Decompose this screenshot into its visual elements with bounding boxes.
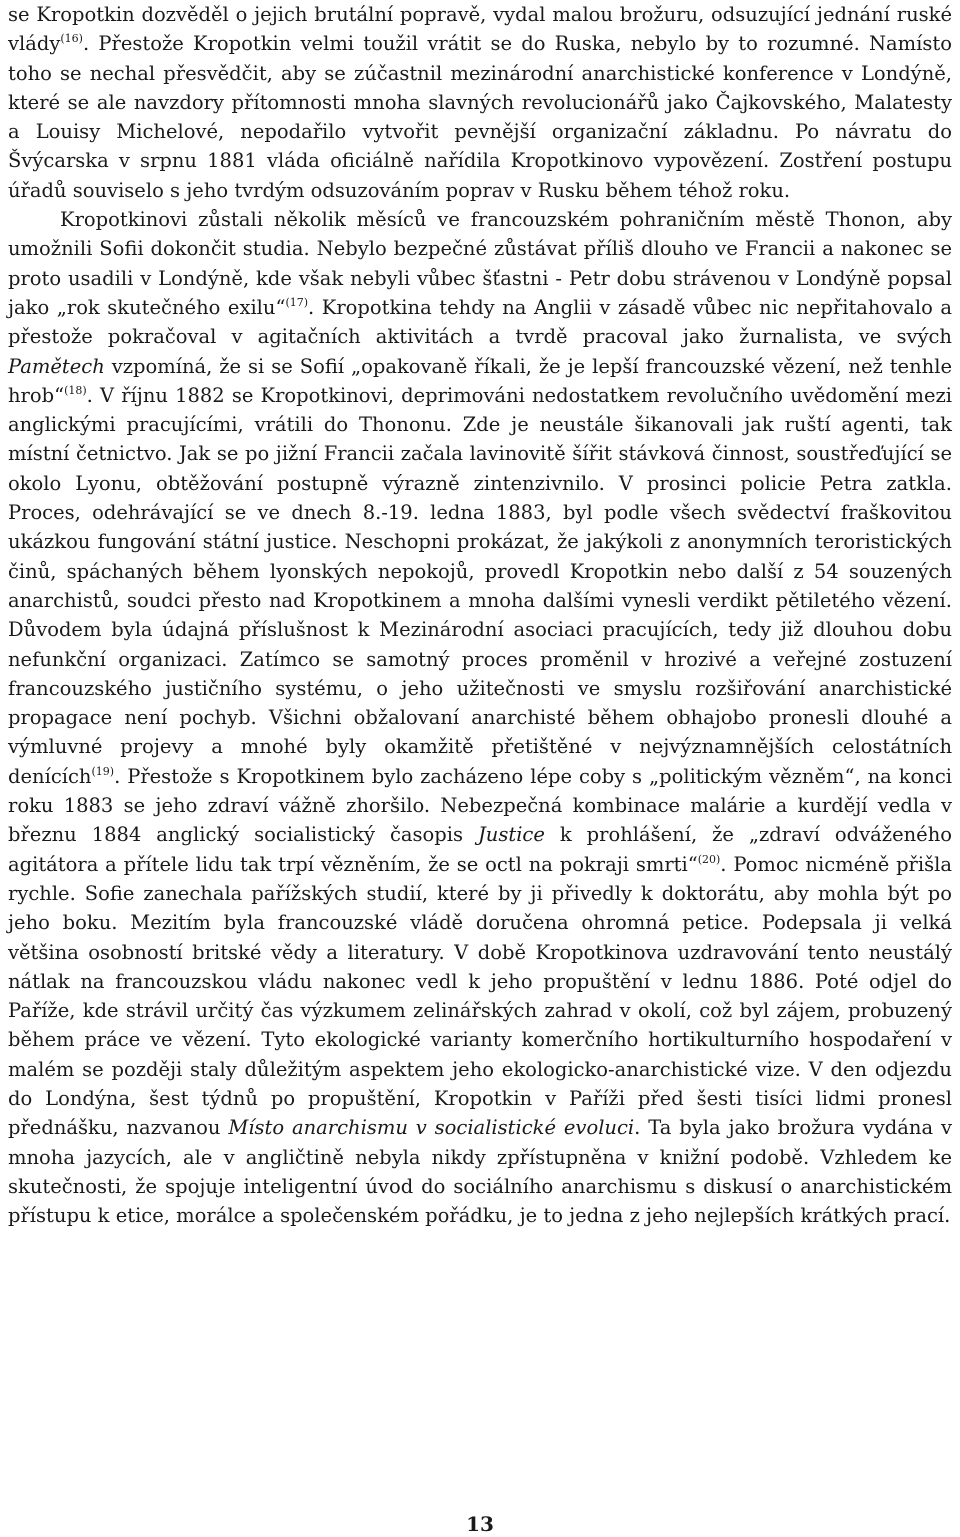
lecture-title: Místo anarchismu v socialistické evoluci	[228, 1116, 635, 1140]
paragraph-2-text-d: . V říjnu 1882 se Kropotkinovi, deprimováni nedostatkem revolučního uvědomění mezi anglickými pracujícími, vrátili do Thononu. Zde je neustále šikanovali jak ruští agenti, tak místní četnictvo. Jak se po jižní Francii začala lavinovitě šířit stávková činnost, soustřeďující se okolo Lyonu, obtěžování postupně výrazně zintenzivnilo. V prosinci policie Petra zatkla. Proces, odehrávající se ve dnech 8.-19. ledna 1883, byl podle všech svědectví fraškovitou ukázkou fungování státní justice. Neschopni prokázat, že jakýkoli z anonymních teroristických činů, spáchaných během lyonských nepokojů, provedl Kropotkin nebo další z 54 souzených anarchistů, soudci přesto nad Kropotkinem a mnoha dalšími vynesli verdikt pětiletého vězení. Důvodem byla údajná příslušnost k Mezinárodní asociaci pracujících, tedy již dlouhou dobu nefunkční organizaci. Zatímco se samotný proces proměnil v hrozivé a veřejné zostuzení francouzského justičního systému, o jeho užitečnosti ve smyslu rozšiřování anarchistické propagace není pochyb. Všichni obžalovaní anarchisté během obhajobo pronesli dlouhé a výmluvné projevy a mnohé byly okamžitě přetištěné v nejvýznamnějších celostátních denících	[8, 383, 952, 788]
paragraph-2-text-e: . Přestože s Kropotkinem bylo zacházeno lépe coby s „politickým vězněm“, na konci roku 1883 se jeho zdraví vážně zhoršilo. Nebezpečná kombinace malárie a kurdějí vedla v březnu 1884 anglický socialistický časopis	[8, 764, 952, 847]
periodical-title-justice: Justice	[477, 823, 545, 847]
book-title-pameti: Pamětech	[8, 354, 105, 378]
footnote-ref-17: (17)	[285, 295, 309, 309]
paragraph-2-text-a: Kropotkinovi zůstali několik měsíců ve francouzském pohraničním městě Thonon, aby umožnili Sofii dokončit studia. Nebylo bezpečné zůstávat příliš dlouho ve Francii a nakonec se proto usadili v Londýně, kde však nebyli vůbec šťastni - Petr dobu strávenou v Londýně popsal jako „rok skutečného exilu“	[8, 208, 952, 319]
paragraph-2	[8, 205, 952, 1230]
paragraph-1-text-a: se Kropotkin dozvěděl o jejich brutální popravě, vydal malou brožuru, odsuzující jednání ruské vlády	[8, 3, 952, 56]
paragraph-2-text-c: vzpomíná, že si se Sofií „opakovaně říkali, že je lepší francouzské vězení, než tenhle hrob“	[8, 354, 952, 407]
paragraph-1-text-b: . Přestože Kropotkin velmi toužil vrátit se do Ruska, nebylo by to rozumné. Namísto toho se nechal přesvědčit, aby se zúčastnil mezinárodní anarchistické konference v Londýně, které se ale navzdory přítomnosti mnoha slavných revolucionářů jako Čajkovského, Malatesty a Louisy Michelové, nepodařilo vytvořit pevnější organizační základnu. Po návratu do Švýcarska v srpnu 1881 vláda oficiálně nařídila Kropotkinovo vypovězení. Zostření postupu úřadů souviselo s jeho tvrdým odsuzováním poprav v Rusku během téhož roku.	[8, 32, 952, 202]
footnote-ref-19: (19)	[91, 764, 115, 778]
paragraph-1	[8, 0, 952, 205]
document-page	[8, 0, 952, 1230]
paragraph-2-text-g: . Pomoc nicméně přišla rychle. Sofie zanechala pařížských studií, které by ji přivedly k doktorátu, aby mohla být po jeho boku. Mezitím byla francouzské vládě doručena ohromná petice. Podepsala ji velká většina osobností britské vědy a literatury. V době Kropotkinova uzdravování tento neustálý nátlak na francouzskou vládu nakonec vedl k jeho propuštění v lednu 1886. Poté odjel do Paříže, kde strávil určitý čas výzkumem zelinářských zahrad v okolí, což byl zájem, probuzený během práce ve vězení. Tyto ekologické varianty komerčního hortikulturního hospodaření v malém se později staly důležitým aspektem jeho ekologicko-anarchistické vize. V den odjezdu do Londýna, šest týdnů po propuštění, Kropotkin v Paříži před šesti tisíci lidmi pronesl přednášku, nazvanou	[8, 852, 952, 1140]
footnote-ref-18: (18)	[64, 383, 87, 397]
paragraph-2-text-f: k prohlášení, že „zdraví odváženého agitátora a přítele lidu tak trpí vězněním, že se octl na pokraji smrti“	[8, 823, 953, 876]
page-number: 13	[466, 1512, 494, 1536]
footnote-ref-16: (16)	[60, 32, 83, 46]
footnote-ref-20: (20)	[697, 852, 721, 866]
paragraph-2-text-b: . Kropotkina tehdy na Anglii v zásadě vůbec nic nepřitahovalo a přestože pokračoval v agitačních aktivitách a tvrdě pracoval jako žurnalista, ve svých	[8, 295, 952, 349]
paragraph-2-text-h: . Ta byla jako brožura vydána v mnoha jazycích, ale v angličtině nebyla nikdy zpřístupněna v knižní podobě. Vzhledem ke skutečnosti, že spojuje inteligentní úvod do sociálního anarchismu s diskusí o anarchistickém přístupu k etice, morálce a společenském pořádku, je to jedna z jeho nejlepších krátkých prací.	[8, 1116, 952, 1228]
